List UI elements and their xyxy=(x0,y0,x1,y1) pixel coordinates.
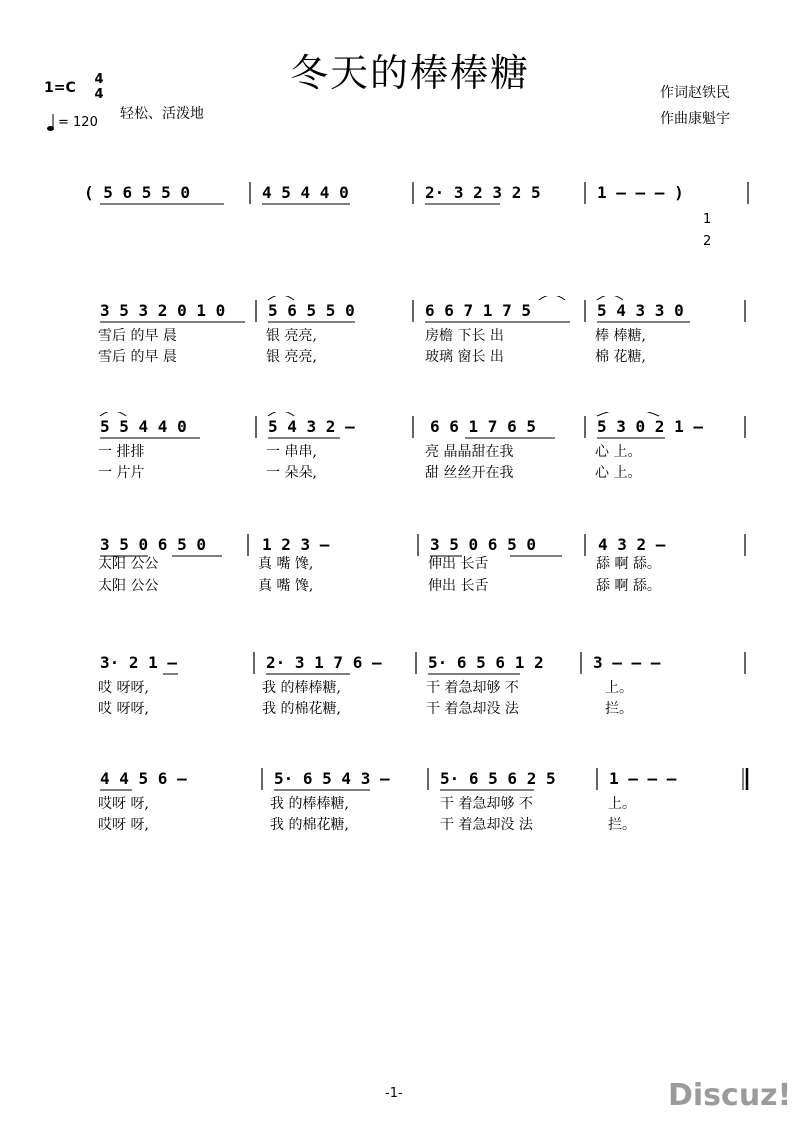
lyric-line-1: 哎呀 呀, xyxy=(98,796,149,812)
bar-notes: 3 5 0 6 5 0 xyxy=(100,535,206,554)
volta-second: 2 xyxy=(703,234,712,249)
bar-notes: 2· 3 1 7 6 – xyxy=(266,653,382,672)
bar-notes: 2· 3 2 3 2 5 xyxy=(425,183,541,202)
lyric-line-2: 我 的棉花糖, xyxy=(270,817,349,833)
bar-notes: 4 4 5 6 – xyxy=(100,769,187,788)
bar-notes: 5 4 3 3 0 xyxy=(597,301,684,320)
lyric-line-1: 干 着急却够 不 xyxy=(426,680,519,696)
expression-marking: 轻松、活泼地 xyxy=(120,106,204,122)
time-signature-bottom: 4 xyxy=(94,87,104,102)
lyric-line-1: 太阳 公公 xyxy=(98,556,159,572)
volta-first: 1 xyxy=(703,212,712,227)
lyric-line-2: 伸出 长舌 xyxy=(428,578,489,594)
lyric-line-1: 我 的棒棒糖, xyxy=(270,796,349,812)
score-row-3 xyxy=(0,412,793,532)
lyric-line-2: 棉 花糖, xyxy=(595,349,646,365)
lyric-line-2: 太阳 公公 xyxy=(98,578,159,594)
score-row-1 xyxy=(0,178,793,298)
bar-notes: 3 5 0 6 5 0 xyxy=(430,535,536,554)
score-row-2 xyxy=(0,296,793,416)
lyric-line-2: 玻璃 窗长 出 xyxy=(425,349,504,365)
lyric-line-1: 房檐 下长 出 xyxy=(425,328,504,344)
bar-notes: 6 6 1 7 6 5 xyxy=(430,417,536,436)
lyric-line-1: 真 嘴 馋, xyxy=(258,556,314,572)
bar-notes: 6 6 7 1 7 5 xyxy=(425,301,531,320)
lyric-line-2: 舔 啊 舔。 xyxy=(596,578,661,594)
lyric-line-1: 一 串串, xyxy=(266,444,317,460)
time-signature-top: 4 xyxy=(94,72,104,87)
bar-notes: 5 4 3 2 – xyxy=(268,417,355,436)
lyric-line-1: 伸出 长舌 xyxy=(428,556,489,572)
lyric-line-1: 银 亮亮, xyxy=(266,328,317,344)
lyric-line-2: 心 上。 xyxy=(595,465,642,481)
composer-credit: 作曲康魁宇 xyxy=(660,111,730,127)
lyric-line-1: 雪后 的早 晨 xyxy=(98,328,177,344)
bar-notes: 4 3 2 – xyxy=(598,535,666,554)
lyric-line-2: 一 片片 xyxy=(98,465,145,481)
bar-notes: 3 – – – xyxy=(593,653,661,672)
lyric-line-1: 哎 呀呀, xyxy=(98,680,149,696)
bar-notes: 5· 6 5 6 1 2 xyxy=(428,653,544,672)
lyric-line-2: 干 着急却没 法 xyxy=(426,701,519,717)
score-row-6 xyxy=(0,764,793,884)
lyric-line-2: 干 着急却没 法 xyxy=(440,817,533,833)
lyric-line-1: 亮 晶晶甜在我 xyxy=(425,444,514,460)
bar-notes: 5 3 0 2 1 – xyxy=(597,417,703,436)
song-title: 冬天的棒棒糖 xyxy=(290,51,531,95)
lyric-line-1: 舔 啊 舔。 xyxy=(596,556,661,572)
lyric-line-1: 我 的棒棒糖, xyxy=(262,680,341,696)
score-row-4 xyxy=(0,530,793,650)
bar-notes: ( 5 6 5 5 0 xyxy=(84,183,190,202)
page-number: -1- xyxy=(385,1086,403,1101)
key-signature: 1=C xyxy=(44,80,76,96)
lyric-line-2: 拦。 xyxy=(608,817,636,833)
bar-notes: 3· 2 1 – xyxy=(100,653,178,672)
lyric-line-1: 干 着急却够 不 xyxy=(440,796,533,812)
lyric-line-2: 哎呀 呀, xyxy=(98,817,149,833)
score-row-5 xyxy=(0,648,793,768)
bar-notes: 5 6 5 5 0 xyxy=(268,301,355,320)
lyric-line-2: 真 嘴 馋, xyxy=(258,578,314,594)
lyric-line-2: 哎 呀呀, xyxy=(98,701,149,717)
tempo-marking: = 120 xyxy=(58,115,98,130)
lyric-line-2: 雪后 的早 晨 xyxy=(98,349,177,365)
lyric-line-2: 我 的棉花糖, xyxy=(262,701,341,717)
lyric-line-1: 上。 xyxy=(605,680,633,696)
bar-notes: 5· 6 5 6 2 5 xyxy=(440,769,556,788)
bar-notes: 5 5 4 4 0 xyxy=(100,417,187,436)
bar-notes: 5· 6 5 4 3 – xyxy=(274,769,390,788)
lyric-line-1: 棒 棒糖, xyxy=(595,328,646,344)
lyric-line-1: 上。 xyxy=(608,796,636,812)
lyric-line-2: 甜 丝丝开在我 xyxy=(425,465,514,481)
bar-notes: 3 5 3 2 0 1 0 xyxy=(100,301,226,320)
bar-notes: 1 2 3 – xyxy=(262,535,330,554)
watermark: Discuz! xyxy=(668,1078,792,1113)
lyric-line-2: 拦。 xyxy=(605,701,633,717)
lyric-line-1: 一 排排 xyxy=(98,444,145,460)
lyric-line-2: 一 朵朵, xyxy=(266,465,317,481)
time-signature xyxy=(92,72,106,102)
lyric-line-2: 银 亮亮, xyxy=(266,349,317,365)
bar-notes: 1 – – – ) xyxy=(597,183,684,202)
bar-notes: 1 – – – xyxy=(609,769,677,788)
lyricist-credit: 作词赵铁民 xyxy=(660,85,730,101)
lyric-line-1: 心 上。 xyxy=(595,444,642,460)
quarter-note-icon xyxy=(46,113,58,133)
bar-notes: 4 5 4 4 0 xyxy=(262,183,349,202)
